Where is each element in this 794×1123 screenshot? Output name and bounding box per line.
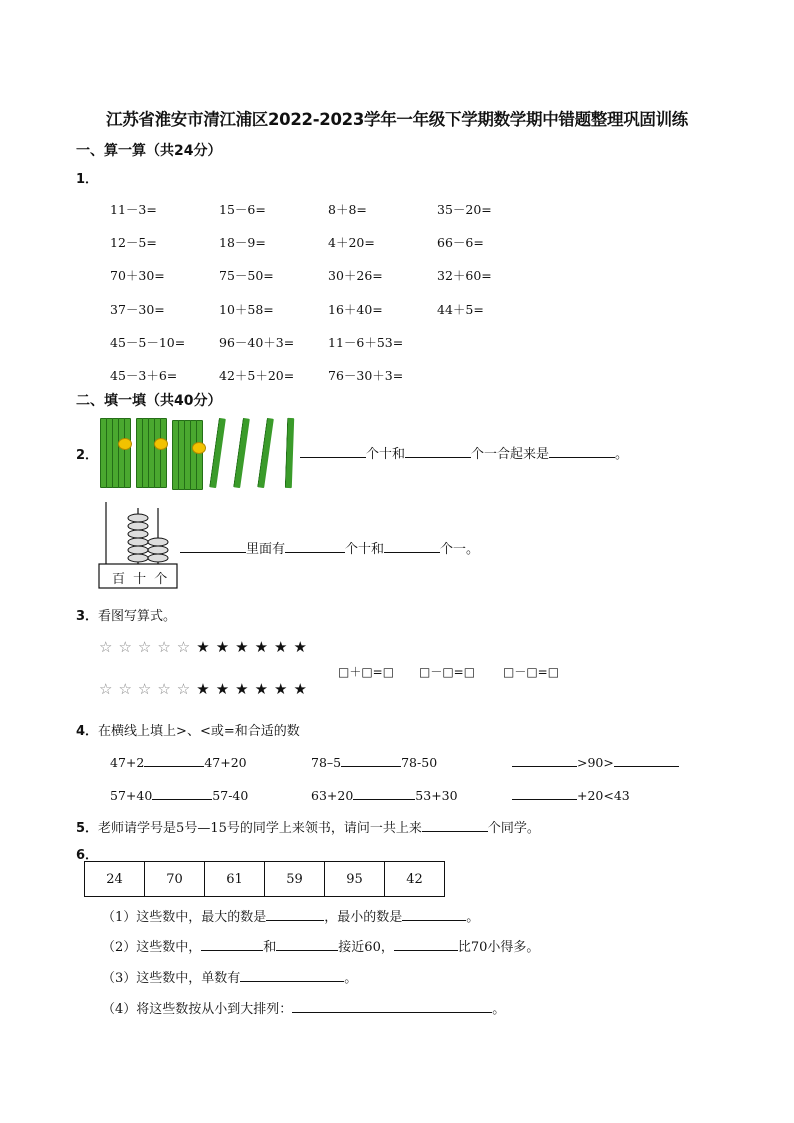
calc-item: 11－3= (110, 202, 157, 217)
answer-blank[interactable] (341, 753, 401, 767)
question-2-sentence: 个十和 个一合起来是 。 (300, 443, 628, 462)
calc-item: 32＋60= (437, 268, 492, 283)
calc-item: 42＋5＋20= (219, 368, 295, 383)
equation-1[interactable]: □＋□=□ (338, 665, 395, 679)
table-cell: 59 (265, 862, 325, 897)
question-6-part-3: （3）这些数中，单数有 。 (102, 967, 357, 986)
calc-item: 11－6＋53= (328, 335, 404, 350)
solid-star-icon: ★★★★★★ (196, 638, 313, 656)
answer-blank[interactable] (549, 444, 615, 458)
question-2-number: 2． (76, 448, 99, 463)
answer-blank[interactable] (152, 786, 212, 800)
section-2-heading: 二、填一填（共40分） (76, 393, 222, 409)
calc-item: 37－30= (110, 302, 165, 317)
answer-blank[interactable] (512, 753, 577, 767)
calc-item: 15－6= (219, 202, 266, 217)
compare-3: >90> (512, 753, 679, 770)
calc-item: 75－50= (219, 268, 274, 283)
answer-blank[interactable] (614, 753, 679, 767)
calc-item: 44＋5= (437, 302, 484, 317)
table-cell: 42 (385, 862, 445, 897)
bundle-of-ten-2 (136, 416, 166, 488)
answer-blank[interactable] (405, 444, 471, 458)
answer-blank[interactable] (402, 907, 466, 921)
answer-blank[interactable] (384, 539, 440, 553)
question-6-part-1: （1）这些数中，最大的数是 ，最小的数是 。 (102, 906, 479, 925)
answer-blank[interactable] (285, 539, 345, 553)
numbers-table (84, 861, 445, 897)
calc-item: 4＋20= (328, 235, 375, 250)
ribbon-icon (192, 442, 206, 454)
compare-5: 63+20 53+30 (311, 788, 458, 803)
calc-item: 35－20= (437, 202, 492, 217)
calc-item: 66－6= (437, 235, 484, 250)
table-cell: 95 (325, 862, 385, 897)
bundle-of-ten-3 (172, 418, 202, 490)
ribbon-icon (118, 438, 132, 450)
compare-4: 57+40 57-40 (110, 788, 249, 803)
compare-2: 78–5 78-50 (311, 755, 438, 770)
abacus-sentence: 里面有 个十和 个一。 (180, 538, 479, 557)
equation-3[interactable]: □－□=□ (503, 665, 560, 679)
calc-item: 12－5= (110, 235, 157, 250)
question-4: 4．在横线上填上>、<或=和合适的数 (76, 724, 300, 739)
section-1-heading: 一、算一算（共24分） (76, 143, 222, 159)
stars-row-1 (99, 638, 313, 656)
solid-star-icon: ★★★★★★ (196, 680, 313, 698)
calc-item: 70＋30= (110, 268, 165, 283)
calc-item: 45－3＋6= (110, 368, 178, 383)
compare-1: 47+2 47+20 (110, 755, 247, 770)
question-6-number: 6． (76, 848, 99, 863)
calc-item: 30＋26= (328, 268, 383, 283)
stars-row-2 (99, 680, 313, 698)
answer-blank[interactable] (144, 753, 204, 767)
table-cell: 70 (145, 862, 205, 897)
answer-blank[interactable] (422, 818, 488, 832)
calc-item: 8＋8= (328, 202, 367, 217)
answer-blank[interactable] (240, 968, 344, 982)
compare-6: +20<43 (512, 786, 630, 803)
answer-blank[interactable] (292, 999, 492, 1013)
table-cell: 24 (85, 862, 145, 897)
single-stick (257, 418, 274, 488)
answer-blank[interactable] (300, 444, 366, 458)
calc-item: 45－5－10= (110, 335, 186, 350)
question-3: 3．看图写算式。 (76, 609, 177, 624)
answer-blank[interactable] (512, 786, 577, 800)
calc-item: 10＋58= (219, 302, 274, 317)
answer-blank[interactable] (394, 937, 458, 951)
hollow-star-icon: ☆☆☆☆☆ (99, 680, 197, 698)
calc-item: 76－30＋3= (328, 368, 404, 383)
bundle-of-ten-1 (100, 416, 130, 488)
ribbon-icon (154, 438, 168, 450)
equation-2[interactable]: □－□=□ (419, 665, 476, 679)
answer-blank[interactable] (353, 786, 415, 800)
calc-item: 16＋40= (328, 302, 383, 317)
calc-item: 96－40＋3= (219, 335, 295, 350)
question-5: 5．老师请学号是5号—15号的同学上来领书，请问一共上来 个同学。 (76, 817, 540, 836)
table-cell: 61 (205, 862, 265, 897)
single-stick (233, 418, 250, 488)
answer-blank[interactable] (201, 937, 263, 951)
page-title: 江苏省淮安市清江浦区2022-2023学年一年级下学期数学期中错题整理巩固训练 (106, 110, 688, 129)
answer-blank[interactable] (180, 539, 246, 553)
question-6-part-4: （4）将这些数按从小到大排列： 。 (102, 998, 505, 1017)
answer-blank[interactable] (266, 907, 324, 921)
question-6-part-2: （2）这些数中， 和 接近60， 比70小得多。 (102, 936, 539, 955)
calc-item: 18－9= (219, 235, 266, 250)
single-stick (209, 418, 226, 488)
single-stick (285, 418, 294, 488)
hollow-star-icon: ☆☆☆☆☆ (99, 638, 197, 656)
question-1-number: 1． (76, 172, 99, 187)
abacus-place-labels: 百 十 个 (112, 572, 170, 587)
answer-blank[interactable] (276, 937, 338, 951)
